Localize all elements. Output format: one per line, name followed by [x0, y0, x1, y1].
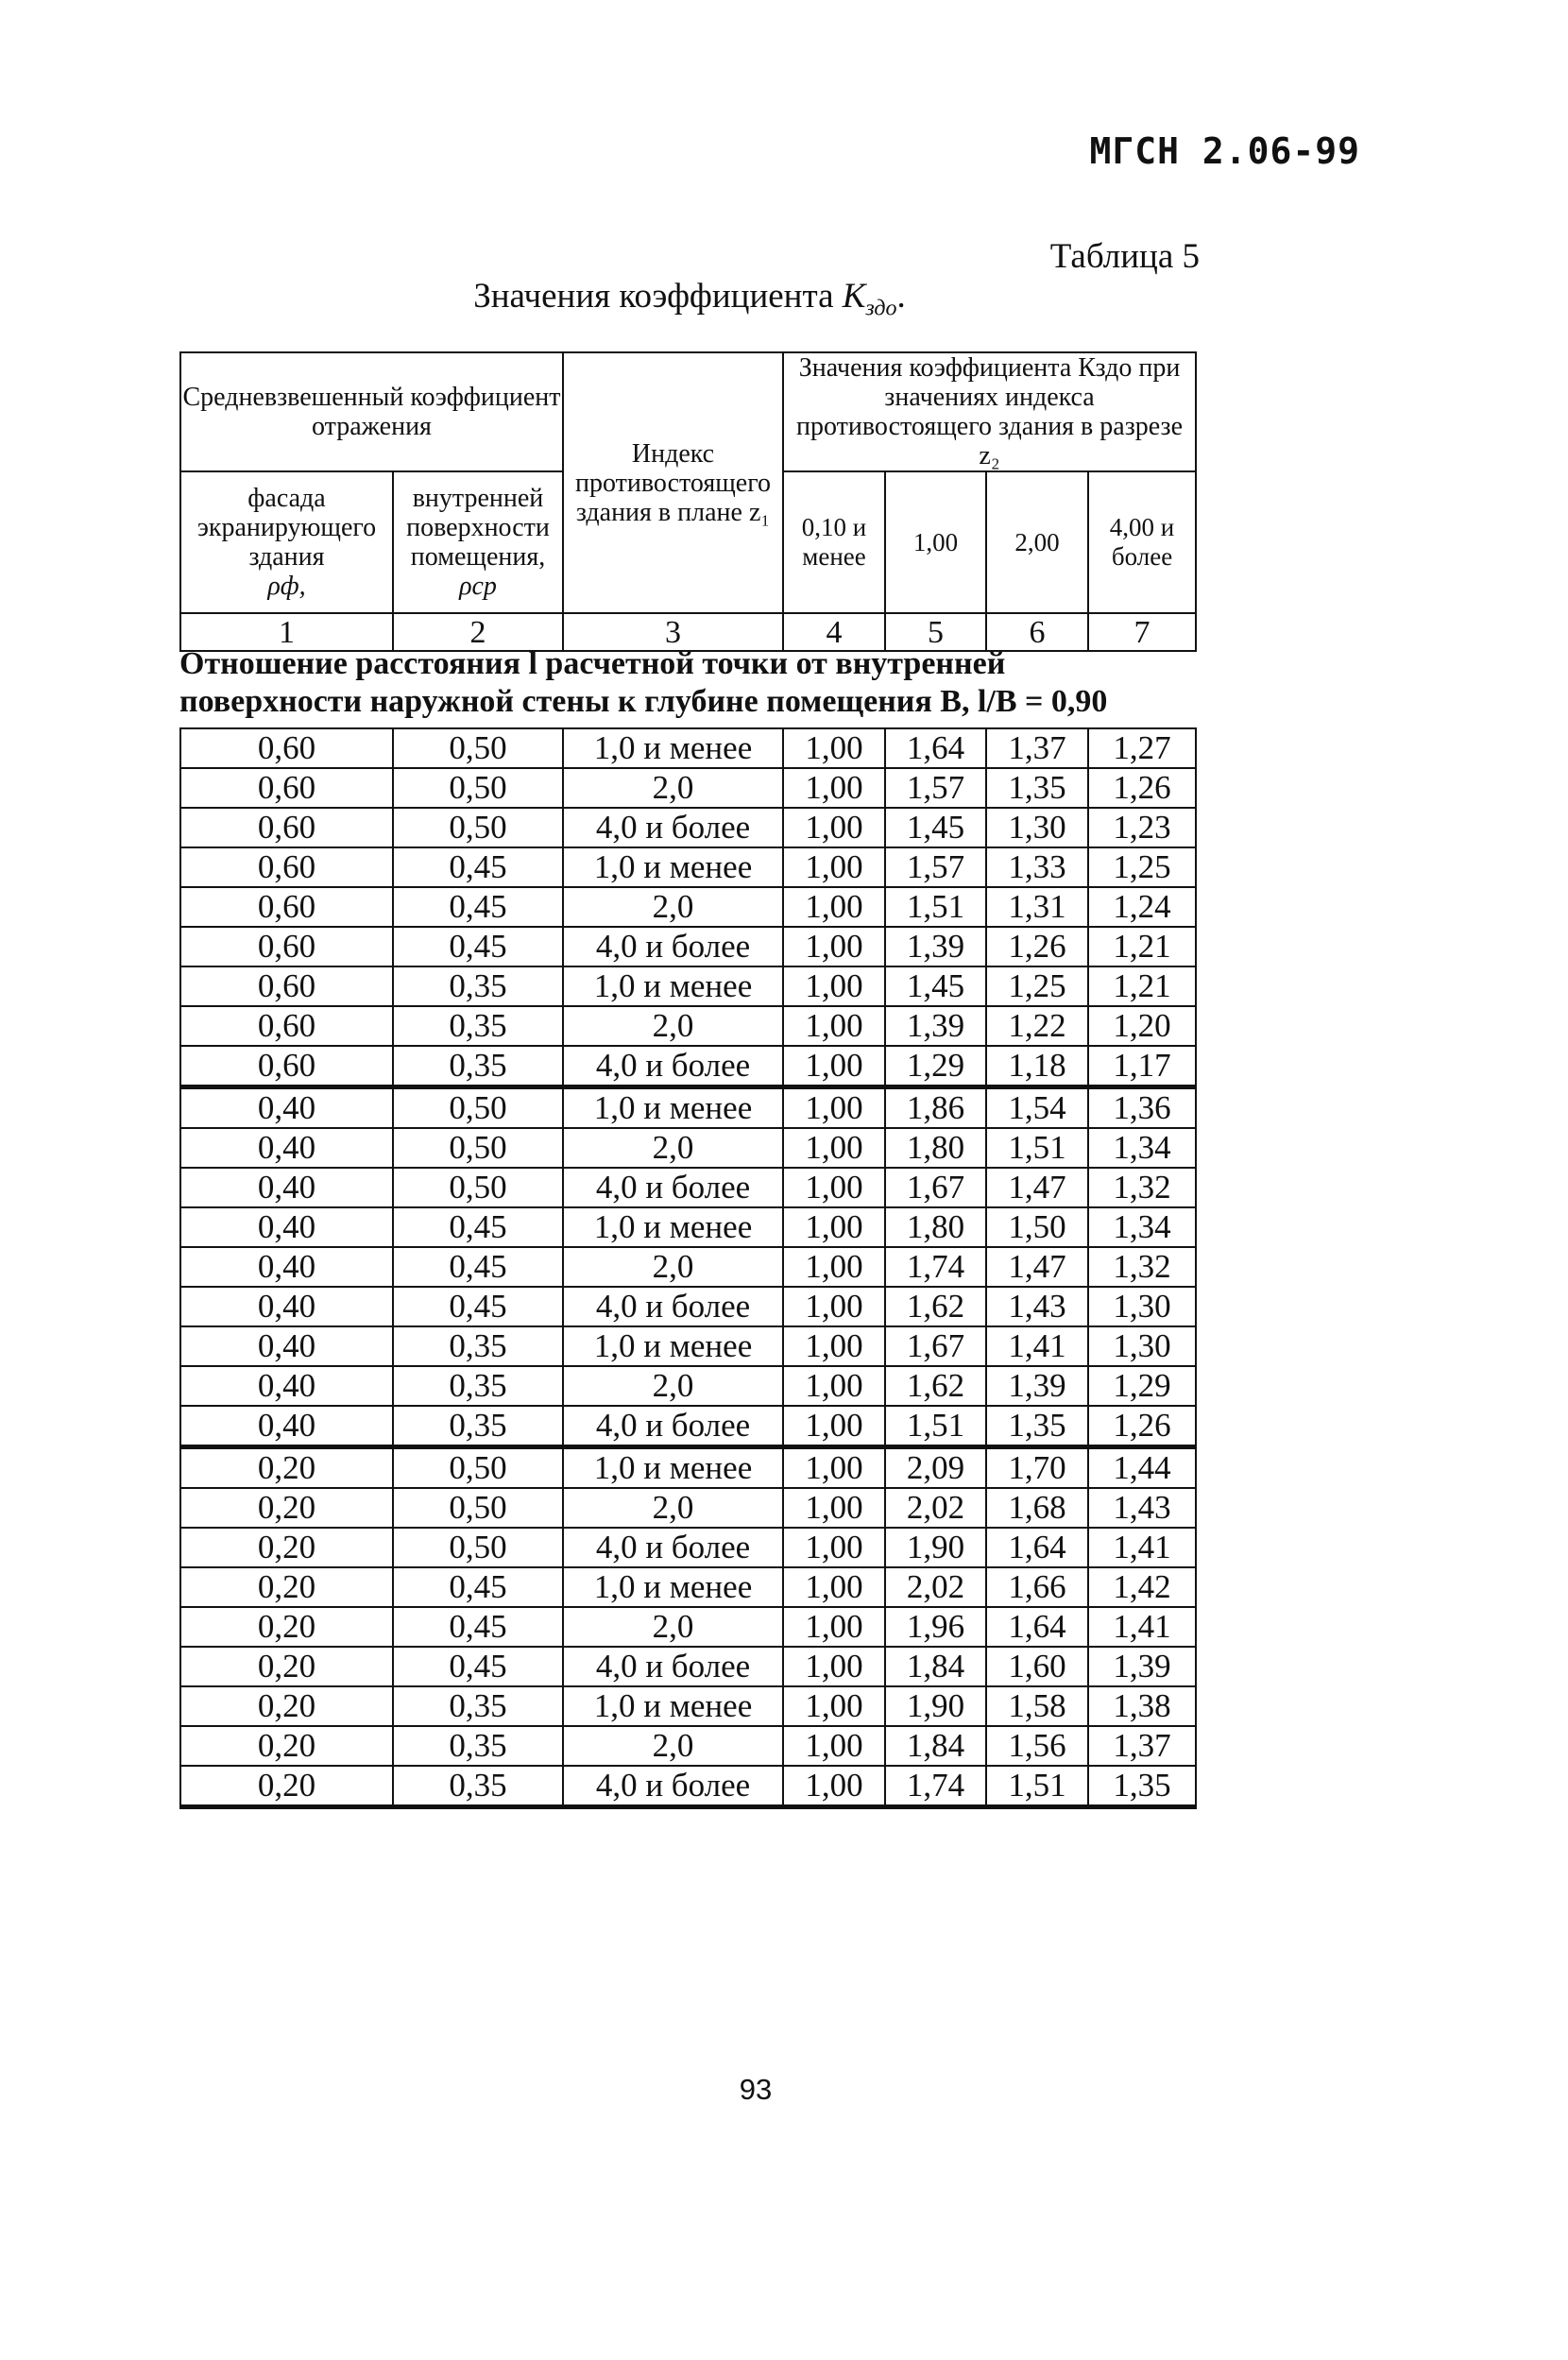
- table-row: [180, 847, 1196, 887]
- table-cell: 0,50: [393, 1168, 563, 1207]
- table-cell: 1,0 и менее: [563, 1207, 783, 1247]
- table-cell: 1,34: [1088, 1207, 1196, 1247]
- header-facade-symbol: ρф,: [267, 572, 306, 601]
- table-cell: 1,33: [986, 847, 1088, 887]
- table-cell: 1,51: [986, 1766, 1088, 1807]
- table-cell: 2,0: [563, 1366, 783, 1406]
- table-cell: 1,00: [783, 1766, 885, 1807]
- table-cell: 1,86: [885, 1087, 986, 1129]
- table-cell: 0,40: [180, 1207, 393, 1247]
- table-cell: 1,80: [885, 1207, 986, 1247]
- table-cell: 1,57: [885, 847, 986, 887]
- table-cell: 1,80: [885, 1128, 986, 1168]
- table-cell: 1,27: [1088, 728, 1196, 768]
- table-cell: 1,34: [1088, 1128, 1196, 1168]
- table-row: [180, 768, 1196, 808]
- table-cell: 1,00: [783, 1207, 885, 1247]
- table-cell: 0,45: [393, 1647, 563, 1686]
- table-cell: 0,45: [393, 1607, 563, 1647]
- table-cell: 1,36: [1088, 1087, 1196, 1129]
- page-number: 93: [739, 2073, 773, 2106]
- table-cell: 4,0 и более: [563, 1046, 783, 1087]
- table-row: [180, 808, 1196, 847]
- table-cell: 1,00: [783, 1046, 885, 1087]
- table-cell: 0,50: [393, 808, 563, 847]
- table-cell: 2,02: [885, 1567, 986, 1607]
- table-cell: 1,00: [783, 1168, 885, 1207]
- table-cell: 0,50: [393, 1087, 563, 1129]
- column-number: 1: [180, 613, 393, 651]
- table-cell: 0,40: [180, 1326, 393, 1366]
- table-cell: 1,0 и менее: [563, 1326, 783, 1366]
- table-cell: 0,45: [393, 1207, 563, 1247]
- table-title-end: .: [896, 277, 906, 316]
- table-cell: 1,51: [885, 887, 986, 927]
- table-cell: 1,21: [1088, 927, 1196, 966]
- header-facade: [180, 471, 393, 613]
- table-cell: 1,43: [1088, 1488, 1196, 1528]
- table-cell: 0,45: [393, 927, 563, 966]
- table-row: [180, 1647, 1196, 1686]
- table-cell: 1,62: [885, 1287, 986, 1326]
- table-cell: 0,35: [393, 1726, 563, 1766]
- table-row: [180, 1207, 1196, 1247]
- table-cell: 1,84: [885, 1647, 986, 1686]
- table-cell: 2,0: [563, 1607, 783, 1647]
- table-cell: 1,00: [783, 847, 885, 887]
- table-cell: 1,47: [986, 1168, 1088, 1207]
- table-cell: 1,32: [1088, 1168, 1196, 1207]
- table-title-text: Значения коэффициента: [473, 277, 843, 316]
- table-cell: 0,35: [393, 1006, 563, 1046]
- table-cell: 1,39: [986, 1366, 1088, 1406]
- table-cell: 1,43: [986, 1287, 1088, 1326]
- table-cell: 1,30: [1088, 1326, 1196, 1366]
- table-cell: 0,35: [393, 1366, 563, 1406]
- table-cell: 1,24: [1088, 887, 1196, 927]
- header-coefficient-group: Значения коэффициента Кздо при значениях индекса противостоящего здания в разрезе z₂: [783, 352, 1196, 471]
- table-cell: 0,60: [180, 887, 393, 927]
- table-cell: 0,45: [393, 1287, 563, 1326]
- table-cell: 1,96: [885, 1607, 986, 1647]
- column-number: 7: [1088, 613, 1196, 651]
- table-row: [180, 1326, 1196, 1366]
- table-cell: 1,45: [885, 808, 986, 847]
- table-cell: 0,45: [393, 847, 563, 887]
- table-cell: 1,90: [885, 1686, 986, 1726]
- table-cell: 1,74: [885, 1766, 986, 1807]
- data-table: [179, 727, 1197, 1809]
- table-cell: 1,54: [986, 1087, 1088, 1129]
- table-cell: 1,0 и менее: [563, 966, 783, 1006]
- table-cell: 1,45: [885, 966, 986, 1006]
- table-cell: 1,20: [1088, 1006, 1196, 1046]
- table-cell: 2,0: [563, 1247, 783, 1287]
- table-cell: 1,66: [986, 1567, 1088, 1607]
- table-row: [180, 1488, 1196, 1528]
- table-section-note: Отношение расстояния l расчетной точки от внутренней поверхности наружной стены к глубине помещения B, l/B = 0,90: [179, 646, 1108, 719]
- table-cell: 1,51: [885, 1406, 986, 1447]
- table-cell: 1,0 и менее: [563, 1447, 783, 1489]
- table-cell: 1,39: [1088, 1647, 1196, 1686]
- table-cell: 0,35: [393, 1406, 563, 1447]
- table-cell: 2,09: [885, 1447, 986, 1489]
- table-row: [180, 1287, 1196, 1326]
- header-z2-value: 0,10 и менее: [783, 471, 885, 613]
- table-cell: 1,00: [783, 1447, 885, 1489]
- table-cell: 1,58: [986, 1686, 1088, 1726]
- table-cell: 0,40: [180, 1128, 393, 1168]
- table-row: [180, 1366, 1196, 1406]
- table-header: [179, 351, 1197, 652]
- table-cell: 1,18: [986, 1046, 1088, 1087]
- column-number: 6: [986, 613, 1088, 651]
- table-cell: 1,00: [783, 1366, 885, 1406]
- table-cell: 0,60: [180, 1006, 393, 1046]
- table-cell: 2,0: [563, 1006, 783, 1046]
- table-cell: 0,20: [180, 1488, 393, 1528]
- table-cell: 1,00: [783, 1006, 885, 1046]
- table-cell: 1,67: [885, 1326, 986, 1366]
- table-row: [180, 1168, 1196, 1207]
- table-cell: 1,17: [1088, 1046, 1196, 1087]
- table-cell: 1,62: [885, 1366, 986, 1406]
- table-cell: 0,40: [180, 1406, 393, 1447]
- table-cell: 1,0 и менее: [563, 847, 783, 887]
- table-cell: 4,0 и более: [563, 1766, 783, 1807]
- table-cell: 1,56: [986, 1726, 1088, 1766]
- table-cell: 1,90: [885, 1528, 986, 1567]
- table-cell: 1,41: [1088, 1528, 1196, 1567]
- table-cell: 1,35: [986, 768, 1088, 808]
- document-code: МГСН 2.06-99: [1089, 130, 1360, 172]
- table-cell: 0,60: [180, 1046, 393, 1087]
- table-row: [180, 1006, 1196, 1046]
- table-row: [180, 1528, 1196, 1567]
- table-cell: 1,0 и менее: [563, 1686, 783, 1726]
- table-cell: 2,0: [563, 1726, 783, 1766]
- table-cell: 0,20: [180, 1766, 393, 1807]
- table-cell: 1,00: [783, 1128, 885, 1168]
- table-cell: 2,0: [563, 768, 783, 808]
- table-cell: 0,35: [393, 1766, 563, 1807]
- table-cell: 1,00: [783, 1488, 885, 1528]
- header-plan-index: Индекс противостоящего здания в плане z₁: [563, 352, 783, 613]
- table-cell: 1,00: [783, 1686, 885, 1726]
- table-cell: 1,84: [885, 1726, 986, 1766]
- column-number: 5: [885, 613, 986, 651]
- table-cell: 1,0 и менее: [563, 1087, 783, 1129]
- table-cell: 1,00: [783, 1567, 885, 1607]
- table-cell: 1,37: [1088, 1726, 1196, 1766]
- table-cell: 0,20: [180, 1528, 393, 1567]
- table-cell: 1,31: [986, 887, 1088, 927]
- table-cell: 0,50: [393, 1528, 563, 1567]
- table-cell: 0,45: [393, 887, 563, 927]
- table-cell: 0,40: [180, 1247, 393, 1287]
- table-row: [180, 966, 1196, 1006]
- table-row: [180, 1087, 1196, 1129]
- table-cell: 1,60: [986, 1647, 1088, 1686]
- table-cell: 4,0 и более: [563, 1528, 783, 1567]
- table-cell: 4,0 и более: [563, 1406, 783, 1447]
- table-cell: 0,60: [180, 728, 393, 768]
- table-cell: 0,60: [180, 847, 393, 887]
- table-cell: 1,00: [783, 1406, 885, 1447]
- table-number: Таблица 5: [1049, 237, 1200, 276]
- table-title-symbol: К: [842, 277, 866, 316]
- table-cell: 1,70: [986, 1447, 1088, 1489]
- table-cell: 1,00: [783, 966, 885, 1006]
- table-cell: 0,40: [180, 1168, 393, 1207]
- table-cell: 0,60: [180, 966, 393, 1006]
- table-cell: 1,00: [783, 927, 885, 966]
- table-cell: 1,41: [1088, 1607, 1196, 1647]
- table-cell: 1,29: [1088, 1366, 1196, 1406]
- table-cell: 1,37: [986, 728, 1088, 768]
- table-cell: 1,29: [885, 1046, 986, 1087]
- header-reflection-group: Средневзвешенный коэффициент отражения: [180, 352, 563, 471]
- header-facade-text: фасада экранирующего здания: [196, 484, 377, 572]
- table-cell: 1,00: [783, 1607, 885, 1647]
- table-row: [180, 1726, 1196, 1766]
- table-row: [180, 1686, 1196, 1726]
- table-row: [180, 1766, 1196, 1807]
- table-cell: 1,00: [783, 887, 885, 927]
- table-cell: 0,40: [180, 1087, 393, 1129]
- table-cell: 1,30: [986, 808, 1088, 847]
- table-cell: 0,35: [393, 1326, 563, 1366]
- table-cell: 1,22: [986, 1006, 1088, 1046]
- table-cell: 1,64: [986, 1607, 1088, 1647]
- column-number: 3: [563, 613, 783, 651]
- table-cell: 1,68: [986, 1488, 1088, 1528]
- header-z2-value: 1,00: [885, 471, 986, 613]
- table-row: [180, 887, 1196, 927]
- table-cell: 1,35: [986, 1406, 1088, 1447]
- table-cell: 4,0 и более: [563, 927, 783, 966]
- table-cell: 1,35: [1088, 1766, 1196, 1807]
- table-cell: 4,0 и более: [563, 1647, 783, 1686]
- table-cell: 0,20: [180, 1647, 393, 1686]
- table-cell: 1,32: [1088, 1247, 1196, 1287]
- table-cell: 0,40: [180, 1366, 393, 1406]
- table-cell: 1,74: [885, 1247, 986, 1287]
- table-cell: 1,00: [783, 1087, 885, 1129]
- table-row: [180, 728, 1196, 768]
- table-cell: 1,00: [783, 1247, 885, 1287]
- table-cell: 2,0: [563, 1488, 783, 1528]
- table-cell: 1,67: [885, 1168, 986, 1207]
- table-cell: 1,21: [1088, 966, 1196, 1006]
- table-row: [180, 1607, 1196, 1647]
- table-cell: 0,60: [180, 927, 393, 966]
- table-cell: 1,47: [986, 1247, 1088, 1287]
- table-row: [180, 1046, 1196, 1087]
- table-cell: 0,60: [180, 808, 393, 847]
- table-cell: 1,23: [1088, 808, 1196, 847]
- table-cell: 0,20: [180, 1726, 393, 1766]
- table-cell: 0,20: [180, 1607, 393, 1647]
- table-cell: 2,02: [885, 1488, 986, 1528]
- table-cell: 1,00: [783, 1287, 885, 1326]
- table-cell: 1,26: [986, 927, 1088, 966]
- table-cell: 1,26: [1088, 768, 1196, 808]
- table-cell: 1,00: [783, 1647, 885, 1686]
- table-cell: 1,30: [1088, 1287, 1196, 1326]
- table-cell: 0,50: [393, 1488, 563, 1528]
- table-cell: 4,0 и более: [563, 1287, 783, 1326]
- table-row: [180, 1406, 1196, 1447]
- table-cell: 1,00: [783, 808, 885, 847]
- table-row: [180, 1447, 1196, 1489]
- table-cell: 4,0 и более: [563, 808, 783, 847]
- table-cell: 0,45: [393, 1567, 563, 1607]
- table-cell: 1,0 и менее: [563, 1567, 783, 1607]
- table-cell: 1,42: [1088, 1567, 1196, 1607]
- table-cell: 0,35: [393, 1046, 563, 1087]
- table-row: [180, 927, 1196, 966]
- header-z2-value: 4,00 и более: [1088, 471, 1196, 613]
- table-title-subscript: здо: [865, 296, 897, 321]
- table-cell: 1,39: [885, 927, 986, 966]
- header-z2-value: 2,00: [986, 471, 1088, 613]
- table-cell: 0,20: [180, 1686, 393, 1726]
- header-inner-surface-symbol: ρср: [459, 572, 497, 601]
- table-cell: 1,57: [885, 768, 986, 808]
- table-cell: 1,00: [783, 768, 885, 808]
- table-cell: 1,0 и менее: [563, 728, 783, 768]
- table-cell: 1,00: [783, 1528, 885, 1567]
- table-cell: 0,50: [393, 728, 563, 768]
- table-cell: 0,50: [393, 1128, 563, 1168]
- column-number: 4: [783, 613, 885, 651]
- table-cell: 1,00: [783, 728, 885, 768]
- table-cell: 1,44: [1088, 1447, 1196, 1489]
- table-cell: 1,64: [885, 728, 986, 768]
- table-cell: 1,51: [986, 1128, 1088, 1168]
- table-row: [180, 1247, 1196, 1287]
- table-cell: 4,0 и более: [563, 1168, 783, 1207]
- table-cell: 0,60: [180, 768, 393, 808]
- table-title: [406, 276, 973, 321]
- table-cell: 0,35: [393, 1686, 563, 1726]
- header-inner-surface: [393, 471, 563, 613]
- table-cell: 0,50: [393, 1447, 563, 1489]
- table-row: [180, 1567, 1196, 1607]
- table-cell: 1,64: [986, 1528, 1088, 1567]
- table-cell: 1,25: [986, 966, 1088, 1006]
- table-cell: 0,45: [393, 1247, 563, 1287]
- column-number: 2: [393, 613, 563, 651]
- table-cell: 1,26: [1088, 1406, 1196, 1447]
- table-cell: 1,50: [986, 1207, 1088, 1247]
- table-cell: 2,0: [563, 1128, 783, 1168]
- table-cell: 0,35: [393, 966, 563, 1006]
- table-cell: 1,38: [1088, 1686, 1196, 1726]
- table-cell: 0,20: [180, 1447, 393, 1489]
- header-inner-surface-text: внутренней поверхности помещения,: [406, 484, 550, 572]
- table-cell: 0,50: [393, 768, 563, 808]
- table-cell: 0,40: [180, 1287, 393, 1326]
- table-row: [180, 1128, 1196, 1168]
- table-cell: 2,0: [563, 887, 783, 927]
- table-cell: 1,41: [986, 1326, 1088, 1366]
- table-cell: 1,00: [783, 1326, 885, 1366]
- table-cell: 1,00: [783, 1726, 885, 1766]
- table-cell: 1,25: [1088, 847, 1196, 887]
- table-cell: 0,20: [180, 1567, 393, 1607]
- table-cell: 1,39: [885, 1006, 986, 1046]
